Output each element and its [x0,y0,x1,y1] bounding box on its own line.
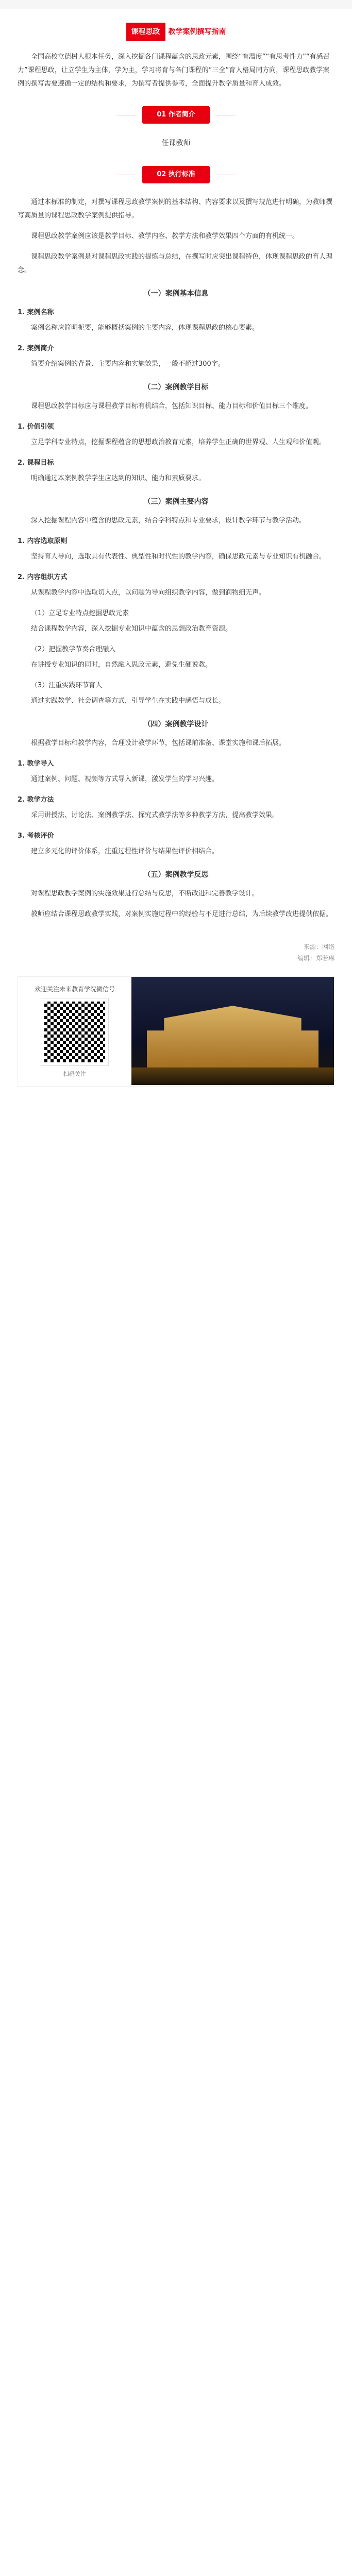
item-heading: 3. 考核评价 [18,832,54,840]
article-page [0,0,352,1102]
source-text: 来源：网络 [303,943,334,951]
item-heading: 2. 课程目标 [18,459,54,467]
article-body [0,230,352,921]
building-shape [147,1006,319,1067]
body-paragraph: 立足学科专业特点，挖掘课程蕴含的思想政治教育元素，培养学生正确的世界观、人生观和价值观。 [31,438,326,446]
item-heading: 2. 内容组织方式 [18,573,68,581]
body-paragraph: 建立多元化的评价体系，注重过程性评价与结果性评价相结合。 [31,848,219,855]
subitem-heading: （3）注重实践环节育人 [31,682,103,689]
body-paragraph: 坚持育人导向，选取具有代表性、典型性和时代性的教学内容，确保思政元素与专业知识有机融合。 [31,553,326,561]
item-heading: 1. 案例名称 [18,309,54,316]
footer [0,942,352,1102]
water-reflection [131,1067,334,1085]
subitem-heading: （2）把握教学节奏合理融入 [31,646,116,653]
section-intro: 通过本标准的制定，对撰写课程思政教学案例的基本结构、内容要求以及撰写规范进行明确，为教师撰写高质量的课程思政教学案例提供指导。 [18,198,333,219]
section-head-2 [0,166,352,183]
section-head-1 [0,106,352,124]
author-text: 任课教师 [161,139,191,147]
qr-code-icon[interactable] [41,998,108,1065]
item-heading: 2. 案例简介 [18,345,54,352]
editor-text: 编辑：郑若琳 [297,954,334,962]
qr-panel [18,977,131,1086]
item-heading: 1. 价值引领 [18,423,54,431]
title-text: 教学案例撰写指南 [168,28,226,36]
body-paragraph: 课程思政教学案例是对课程思政实践的提炼与总结，在撰写时应突出课程特色，体现课程思政的育人理念。 [18,253,333,274]
qr-caption: 扫码关注 [63,1071,86,1078]
subitem-heading: （1）立足专业特点挖掘思政元素 [31,609,129,617]
section-label: 02 执行标准 [142,166,210,183]
body-paragraph: 简要介绍案例的背景、主要内容和实施效果，一般不超过300字。 [31,360,225,368]
item-heading: 1. 内容选取原则 [18,537,68,545]
body-paragraph: 通过实践教学、社会调查等方式，引导学生在实践中感悟与成长。 [31,697,226,705]
campus-photo [131,977,334,1085]
body-paragraph: 通过案例、问题、视频等方式导入新课，激发学生的学习兴趣。 [31,775,219,783]
body-paragraph: 深入挖掘课程内容中蕴含的思政元素，结合学科特点和专业要求，设计教学环节与教学活动。 [31,517,306,524]
section-label: 01 作者简介 [142,106,210,124]
qr-promo [18,976,334,1087]
article-title [0,23,352,41]
top-band [0,0,352,9]
body-paragraph: 从课程教学内容中选取切入点，以问题为导向组织教学内容，做到润物细无声。 [31,589,266,597]
body-paragraph: 明确通过本案例教学学生应达到的知识、能力和素质要求。 [31,474,206,482]
item-heading: 2. 教学方法 [18,796,54,804]
lead-paragraph: 全国高校立德树人根本任务，深入挖掘各门课程蕴含的思政元素，围绕“有温度”“有思考性力”“有感召力”课程思政，让立学生为主体，学为主，学习将育与各门课程的“三全”育人格局同方向，课程思政教学案例的撰写需要遵循一定的结构和要求，为撰写者提供参考，全面提升教学质量和育人成效。 [18,53,330,88]
subsection-heading: （四）案例教学设计 [143,720,209,728]
body-paragraph: 教师应结合课程思政教学实践，对案例实施过程中的经验与不足进行总结，为后续教学改进提供依据。 [31,910,333,918]
item-heading: 1. 教学导入 [18,760,54,768]
bottom-padding [18,1087,334,1102]
body-paragraph: 结合课程教学内容，深入挖掘专业知识中蕴含的思想政治教育资源。 [31,625,232,633]
subsection-heading: （一）案例基本信息 [143,290,209,298]
qr-title: 欢迎关注未来教育学院微信号 [34,986,115,993]
subsection-heading: （二）案例教学目标 [143,383,209,392]
body-paragraph: 课程思政教学案例应该是教学目标、教学内容、教学方法和教学效果四个方面的有机统一。 [31,232,299,240]
body-paragraph: 课程思政教学目标应与课程教学目标有机结合，包括知识目标、能力目标和价值目标三个维度。 [31,402,313,410]
subsection-heading: （三）案例主要内容 [143,498,209,506]
subsection-heading: （五）案例教学反思 [143,871,209,879]
body-paragraph: 根据教学目标和教学内容，合理设计教学环节，包括课前准备、课堂实施和课后拓展。 [31,739,286,747]
body-paragraph: 采用讲授法、讨论法、案例教学法、探究式教学法等多种教学方法，提高教学效果。 [31,811,279,819]
body-paragraph: 对课程思政教学案例的实施效果进行总结与反思，不断改进和完善教学设计。 [31,890,259,897]
body-paragraph: 案例名称应简明扼要，能够概括案例的主要内容，体现课程思政的核心要素。 [31,324,259,332]
title-tag: 课程思政 [126,23,165,41]
body-paragraph: 在讲授专业知识的同时，自然融入思政元素，避免生硬说教。 [31,661,212,669]
